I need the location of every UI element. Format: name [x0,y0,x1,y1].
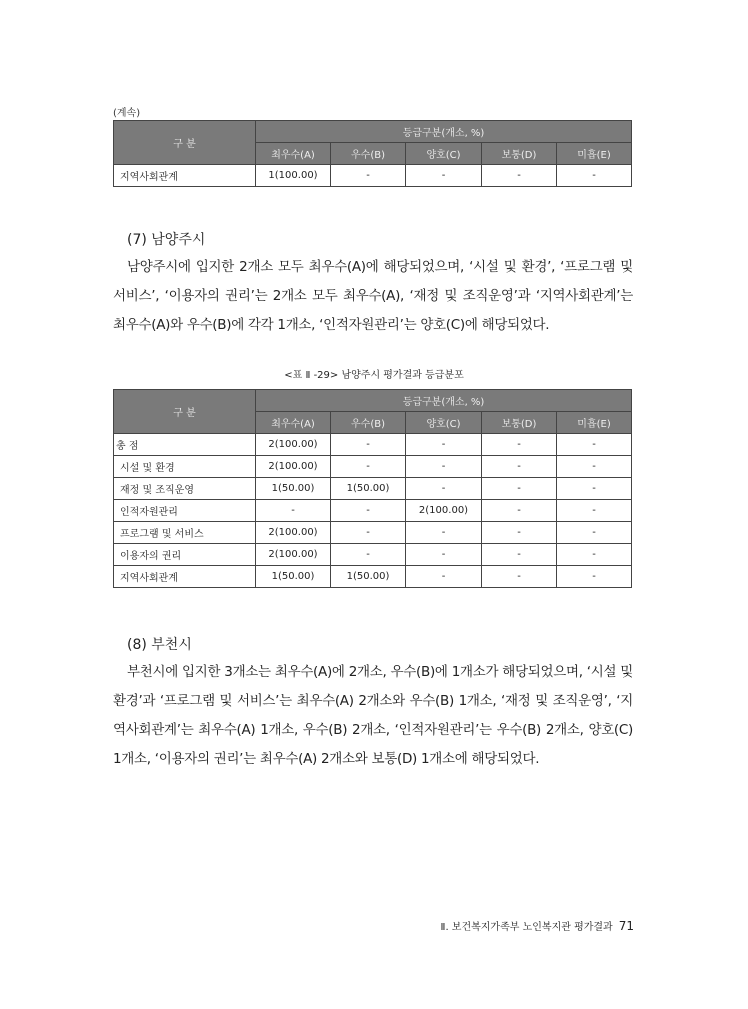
table-row [114,522,632,544]
running-title: Ⅱ. 보건복지가족부 노인복지관 평가결과 [440,922,613,933]
cell-grade-c: - [406,434,482,456]
header-category: 구 분 [114,121,256,165]
page-footer [441,918,634,933]
section-paragraph-namyangju [113,253,633,340]
cell-grade-a: - [256,500,331,522]
cell-grade-a: 2(100.00) [256,522,331,544]
section-paragraph-bucheon [113,658,633,774]
cell-grade-c: - [406,544,482,566]
row-label: 총 점 [114,434,256,456]
header-grade-b: 우수(B) [331,143,406,165]
cell-grade-d: - [482,544,557,566]
row-label: 재정 및 조직운영 [114,478,256,500]
cell-grade-d: - [482,566,557,588]
header-grade-a: 최우수(A) [256,143,331,165]
table-row [114,456,632,478]
cell-grade-d: - [482,434,557,456]
cell-grade-d: - [482,165,557,187]
cell-grade-e: - [557,478,632,500]
table-row [114,165,632,187]
row-label: 지역사회관계 [114,165,256,187]
cell-grade-c: - [406,566,482,588]
cell-grade-a: 1(100.00) [256,165,331,187]
table-caption: <표 Ⅱ -29> 남양주시 평가결과 등급분포 [284,370,464,381]
page-number: 71 [618,919,634,933]
cell-grade-d: - [482,456,557,478]
paragraph-text: 남양주시에 입지한 2개소 모두 최우수(A)에 해당되었으며, ‘시설 및 환경’, ‘프로그램 및 서비스’, ‘이용자의 권리’는 2개소 모두 최우수(A), ‘재정 및 조직운영’과 ‘지역사회관계’는 최우수(A)와 우수(B)에 각각 1개소, ‘인적자원관리’는 양호(C)에 해당되었다. [113,259,633,333]
cell-grade-e: - [557,434,632,456]
header-grade-a: 최우수(A) [256,412,331,434]
cell-grade-b: - [331,434,406,456]
row-label: 프로그램 및 서비스 [114,522,256,544]
header-grade-b: 우수(B) [331,412,406,434]
section-title-namyangju: (7) 남양주시 [127,232,206,248]
cell-grade-b: - [331,500,406,522]
cell-grade-e: - [557,522,632,544]
header-grade-d: 보통(D) [482,143,557,165]
cell-grade-a: 2(100.00) [256,456,331,478]
table-row [114,544,632,566]
row-label: 지역사회관계 [114,566,256,588]
row-label: 이용자의 권리 [114,544,256,566]
header-grade-group: 등급구분(개소, %) [256,121,632,143]
cell-grade-c: - [406,165,482,187]
table-row [114,434,632,456]
cell-grade-b: - [331,456,406,478]
cell-grade-d: - [482,478,557,500]
paragraph-text: 부천시에 입지한 3개소는 최우수(A)에 2개소, 우수(B)에 1개소가 해당되었으며, ‘시설 및 환경’과 ‘프로그램 및 서비스’는 최우수(A) 2개소와 우수(B) 1개소, ‘재정 및 조직운영’, ‘지역사회관계’는 최우수(A) 1개소, 우수(B) 2개소, ‘인적자원관리’는 우수(B) 2개소, 양호(C) 1개소, ‘이용자의 권리’는 최우수(A) 2개소와 보통(D) 1개소에 해당되었다. [113,664,633,767]
header-grade-c: 양호(C) [406,143,482,165]
cell-grade-a: 1(50.00) [256,566,331,588]
cell-grade-b: - [331,522,406,544]
row-label: 시설 및 환경 [114,456,256,478]
cell-grade-e: - [557,566,632,588]
header-grade-c: 양호(C) [406,412,482,434]
cell-grade-d: - [482,522,557,544]
table-row [114,478,632,500]
cell-grade-e: - [557,456,632,478]
row-label: 인적자원관리 [114,500,256,522]
cell-grade-a: 2(100.00) [256,544,331,566]
table-row [114,500,632,522]
cell-grade-a: 2(100.00) [256,434,331,456]
header-grade-group: 등급구분(개소, %) [256,390,632,412]
grade-table-namyangju [113,389,632,588]
continued-label: (계속) [113,108,141,119]
grade-table-continued [113,120,632,187]
header-grade-d: 보통(D) [482,412,557,434]
cell-grade-c: 2(100.00) [406,500,482,522]
header-grade-e: 미흡(E) [557,143,632,165]
cell-grade-e: - [557,544,632,566]
cell-grade-a: 1(50.00) [256,478,331,500]
header-grade-e: 미흡(E) [557,412,632,434]
cell-grade-c: - [406,522,482,544]
cell-grade-b: 1(50.00) [331,566,406,588]
cell-grade-b: - [331,165,406,187]
cell-grade-b: - [331,544,406,566]
cell-grade-e: - [557,500,632,522]
cell-grade-c: - [406,478,482,500]
cell-grade-e: - [557,165,632,187]
cell-grade-d: - [482,500,557,522]
section-title-bucheon: (8) 부천시 [127,637,192,653]
cell-grade-b: 1(50.00) [331,478,406,500]
cell-grade-c: - [406,456,482,478]
table-row [114,566,632,588]
header-category: 구 분 [114,390,256,434]
